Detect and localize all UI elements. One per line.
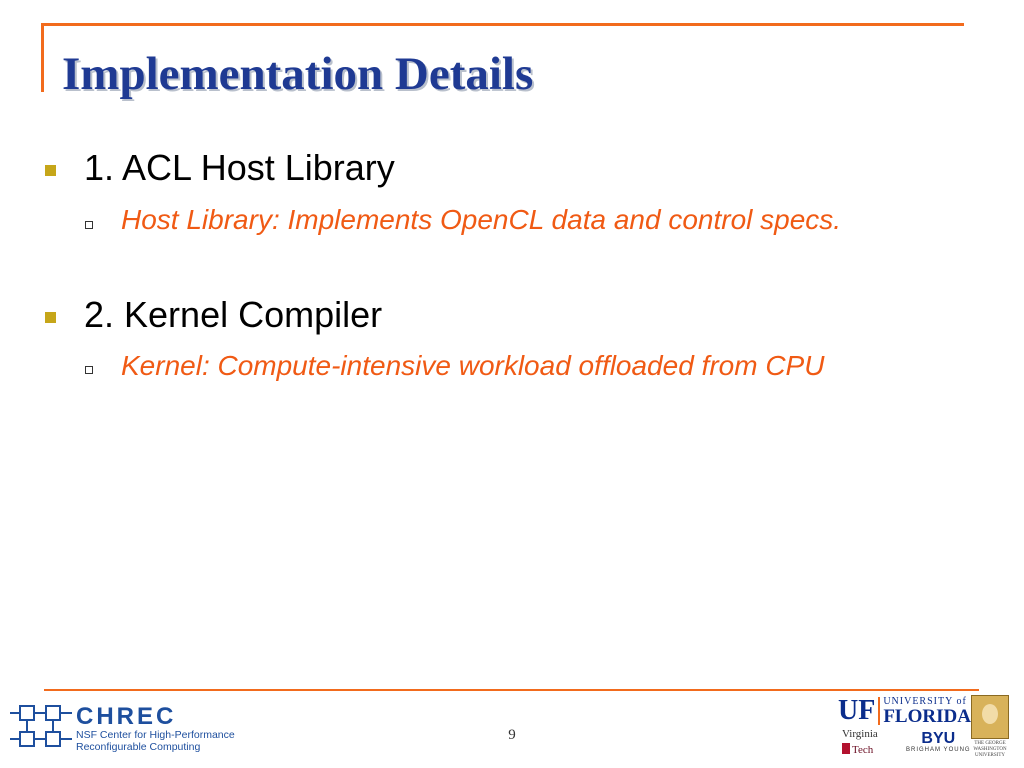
uf-university-of: UNIVERSITY of [883, 696, 967, 707]
chrec-subtitle-line1: NSF Center for High-Performance [76, 729, 235, 741]
footer-rule [44, 689, 979, 691]
byu-mark: BYU [921, 730, 956, 747]
uf-logo [838, 697, 971, 727]
chrec-logo-icon [10, 703, 74, 755]
chrec-subtitle [76, 729, 235, 753]
gw-text [970, 741, 1010, 759]
gw-portrait-icon [971, 695, 1009, 739]
slide-title: Implementation Details [62, 48, 534, 100]
vt-line1: Virginia [842, 728, 878, 740]
sub-bullet-item: Kernel: Compute-intensive workload offloaded from CPU [121, 350, 825, 381]
bullet-square-icon [45, 165, 56, 176]
chrec-subtitle-line2: Reconfigurable Computing [76, 741, 201, 753]
byu-subtitle: BRIGHAM YOUNG [906, 747, 971, 753]
virginia-tech-logo [842, 729, 878, 758]
title-frame-top-rule [41, 23, 964, 26]
bullet-square-icon [45, 312, 56, 323]
bullet-hollow-square-icon [85, 366, 93, 374]
uf-divider [878, 697, 880, 725]
sub-bullet-item: Host Library: Implements OpenCL data and control specs. [121, 204, 842, 235]
uf-wordmark [883, 697, 971, 727]
vt-line2: Tech [852, 744, 874, 756]
bullet-hollow-square-icon [85, 221, 93, 229]
chrec-wordmark: CHREC [76, 703, 177, 730]
uf-mark: UF [838, 695, 876, 726]
gw-line2: WASHINGTON [973, 747, 1007, 752]
gw-line1: THE GEORGE [974, 741, 1006, 746]
byu-logo [906, 731, 971, 753]
bullet-item: 1. ACL Host Library [84, 147, 395, 188]
page-number: 9 [508, 727, 516, 743]
uf-florida: FLORIDA [883, 706, 971, 727]
gw-line3: UNIVERSITY [975, 753, 1005, 758]
bullet-item: 2. Kernel Compiler [84, 294, 383, 335]
vt-shield-icon [842, 743, 850, 754]
george-washington-logo [970, 695, 1010, 759]
title-frame-left-rule [41, 23, 44, 92]
